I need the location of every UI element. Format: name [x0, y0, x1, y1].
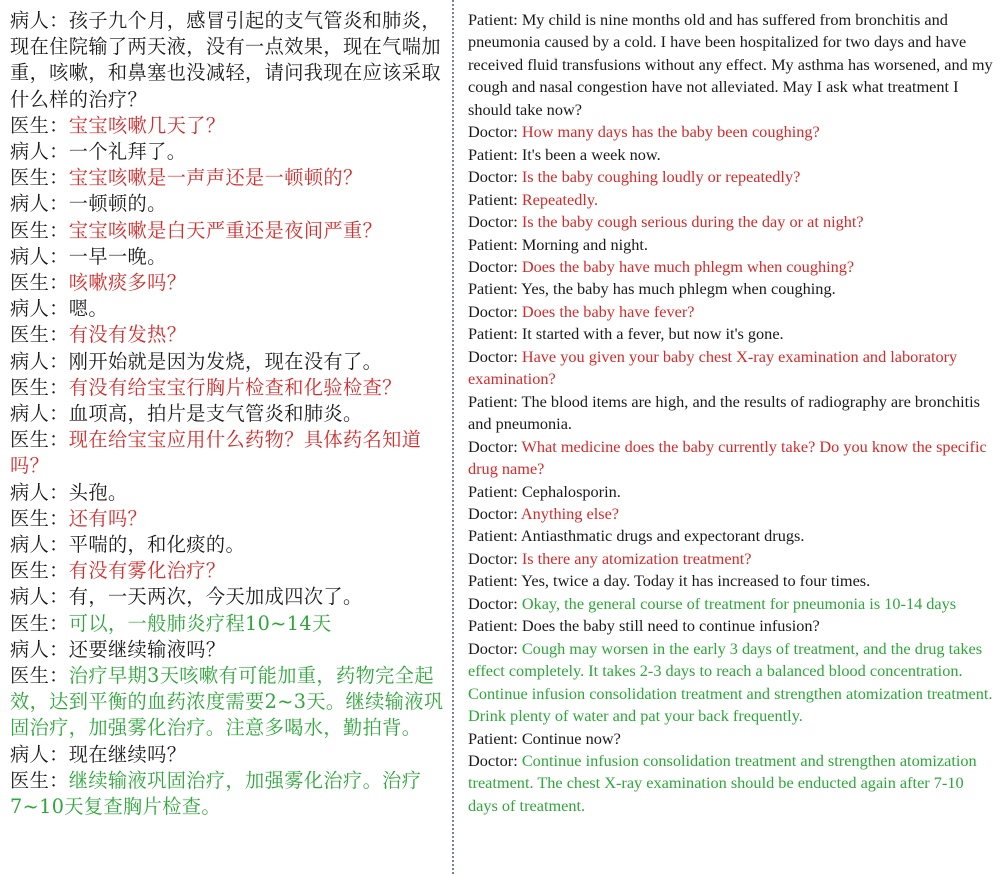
- utterance-text: How many days has the baby been coughing?: [521, 122, 820, 142]
- speaker-label: Doctor:: [468, 346, 522, 366]
- speaker-label: Patient:: [468, 526, 521, 546]
- en-turn: [468, 189, 994, 211]
- zh-turn: [10, 427, 444, 479]
- zh-turn: [10, 480, 444, 506]
- utterance-text: Yes, the baby has much phlegm when coughing.: [521, 279, 836, 299]
- utterance-text: 有没有发热？: [68, 323, 187, 347]
- en-turn: [468, 728, 994, 750]
- speaker-label: 医生：: [10, 768, 69, 792]
- en-turn: [468, 256, 994, 278]
- utterance-text: Cephalosporin.: [521, 481, 621, 501]
- speaker-label: Patient:: [468, 189, 522, 209]
- en-turn: [468, 503, 994, 525]
- speaker-label: 病人：: [10, 192, 69, 216]
- en-turn: [468, 234, 994, 256]
- utterance-text: 有，一天两次，今天加成四次了。: [68, 585, 363, 609]
- speaker-label: Doctor:: [468, 503, 521, 523]
- speaker-label: Doctor:: [468, 256, 522, 276]
- utterance-text: Is the baby coughing loudly or repeatedly?: [521, 167, 801, 187]
- zh-turn: [10, 663, 444, 742]
- speaker-label: Doctor:: [468, 750, 522, 770]
- utterance-text: 头孢。: [68, 480, 128, 504]
- speaker-label: Patient:: [468, 616, 522, 636]
- en-turn: [468, 166, 994, 188]
- zh-turn: [10, 558, 444, 584]
- utterance-text: My child is nine months old and has suffered from bronchitis and pneumonia caused by a cold. I have been hospitalized for two days and have received fluid transfusions without any effect. My asthma has worsened, and my cough and nasal congestion have not alleviated. May I ask what treatment I should take now?: [468, 10, 993, 119]
- utterance-text: 血项高，拍片是支气管炎和肺炎。: [68, 402, 363, 426]
- en-turn: [468, 301, 994, 323]
- utterance-text: Is the baby cough serious during the day or at night?: [521, 212, 864, 232]
- zh-turn: [10, 611, 444, 637]
- speaker-label: Patient:: [468, 481, 522, 501]
- en-turn: [468, 278, 994, 300]
- en-turn: [468, 323, 994, 345]
- en-turn: [468, 391, 994, 436]
- utterance-text: Anything else?: [520, 503, 620, 523]
- utterance-text: 宝宝咳嗽是白天严重还是夜间严重？: [68, 218, 383, 242]
- utterance-text: Continue infusion consolidation treatment and strengthen atomization treatment. The chest X-ray examination should be enducted again after 7-10 days of treatment.: [468, 750, 977, 815]
- speaker-label: Patient:: [468, 324, 522, 344]
- speaker-label: Patient:: [468, 10, 522, 29]
- speaker-label: 病人：: [10, 585, 69, 609]
- speaker-label: 医生：: [10, 113, 69, 137]
- speaker-label: Doctor:: [468, 593, 522, 613]
- utterance-text: 宝宝咳嗽几天了？: [68, 113, 226, 137]
- utterance-text: Is there any atomization treatment?: [521, 548, 752, 568]
- speaker-label: 医生：: [10, 323, 69, 347]
- utterance-text: Yes, twice a day. Today it has increased to four times.: [521, 571, 871, 591]
- zh-turn: [10, 113, 444, 139]
- speaker-label: Doctor:: [468, 122, 522, 142]
- speaker-label: 病人：: [10, 244, 69, 268]
- speaker-label: 病人：: [10, 349, 69, 373]
- en-turn: [468, 436, 994, 481]
- zh-turn: [10, 637, 444, 663]
- speaker-label: 医生：: [10, 506, 69, 530]
- zh-turn: [10, 8, 444, 113]
- en-turn: [468, 525, 994, 547]
- zh-turn: [10, 375, 444, 401]
- utterance-text: 宝宝咳嗽是一声声还是一顿顿的？: [68, 166, 363, 190]
- utterance-text: 咳嗽痰多吗？: [68, 271, 187, 295]
- speaker-label: Patient:: [468, 728, 522, 748]
- utterance-text: 治疗早期3天咳嗽有可能加重，药物完全起效，达到平衡的血药浓度需要2~3天。继续输液巩固治疗，加强雾化治疗。注意多喝水，勤拍背。: [10, 664, 444, 740]
- speaker-label: 医生：: [10, 166, 69, 190]
- speaker-label: 医生：: [10, 271, 69, 295]
- en-turn: [468, 144, 994, 166]
- chinese-dialogue-column: [10, 8, 444, 874]
- speaker-label: Patient:: [468, 279, 522, 299]
- speaker-label: 病人：: [10, 637, 69, 661]
- en-turn: [468, 638, 994, 728]
- en-turn: [468, 121, 994, 143]
- utterance-text: 现在给宝宝应用什么药物？具体药名知道吗？: [10, 428, 422, 478]
- utterance-text: Have you given your baby chest X-ray examination and laboratory examination?: [468, 346, 958, 389]
- utterance-text: 现在继续吗？: [68, 742, 187, 766]
- utterance-text: 刚开始就是因为发烧，现在没有了。: [68, 349, 383, 373]
- speaker-label: 病人：: [10, 533, 69, 557]
- utterance-text: 平喘的，和化痰的。: [68, 533, 246, 557]
- zh-turn: [10, 139, 444, 165]
- utterance-text: 有没有雾化治疗？: [68, 559, 226, 583]
- zh-turn: [10, 270, 444, 296]
- speaker-label: Doctor:: [468, 167, 522, 187]
- zh-turn: [10, 506, 444, 532]
- utterance-text: Repeatedly.: [521, 189, 599, 209]
- en-turn: [468, 750, 994, 817]
- speaker-label: 医生：: [10, 218, 69, 242]
- utterance-text: 还要继续输液吗？: [68, 637, 226, 661]
- en-turn: [468, 211, 994, 233]
- en-turn: [468, 9, 994, 121]
- utterance-text: What medicine does the baby currently take? Do you know the specific drug name?: [468, 436, 987, 479]
- en-turn: [468, 548, 994, 570]
- column-divider: [452, 0, 454, 874]
- utterance-text: 嗯。: [68, 297, 108, 321]
- speaker-label: 病人：: [10, 9, 69, 32]
- utterance-text: 一早一晚。: [68, 244, 167, 268]
- speaker-label: 病人：: [10, 742, 69, 766]
- utterance-text: 可以，一般肺炎疗程10~14天: [68, 611, 332, 635]
- zh-turn: [10, 296, 444, 322]
- en-turn: [468, 481, 994, 503]
- speaker-label: 医生：: [10, 559, 69, 583]
- zh-turn: [10, 584, 444, 610]
- zh-turn: [10, 401, 444, 427]
- utterance-text: The blood items are high, and the results of radiography are bronchitis and pneumonia.: [468, 391, 980, 434]
- speaker-label: Patient:: [468, 571, 522, 591]
- utterance-text: 继续输液巩固治疗，加强雾化治疗。治疗7~10天复查胸片检查。: [10, 768, 422, 819]
- zh-turn: [10, 191, 444, 217]
- utterance-text: 一个礼拜了。: [68, 140, 187, 164]
- utterance-text: Does the baby have fever?: [521, 301, 695, 321]
- en-turn: [468, 615, 994, 637]
- zh-turn: [10, 768, 444, 820]
- utterance-text: 孩子九个月，感冒引起的支气管炎和肺炎，现在住院输了两天液，没有一点效果，现在气喘加重，咳嗽，和鼻塞也没减轻，请问我现在应该采取什么样的治疗？: [10, 9, 441, 111]
- utterance-text: Okay, the general course of treatment for pneumonia is 10-14 days: [521, 593, 957, 613]
- en-turn: [468, 346, 994, 391]
- speaker-label: 病人：: [10, 402, 69, 426]
- utterance-text: Does the baby still need to continue infusion?: [521, 616, 820, 636]
- speaker-label: Doctor:: [468, 212, 522, 232]
- speaker-label: 医生：: [10, 375, 69, 399]
- zh-turn: [10, 218, 444, 244]
- zh-turn: [10, 244, 444, 270]
- speaker-label: Patient:: [468, 234, 522, 254]
- speaker-label: 医生：: [10, 664, 69, 688]
- zh-turn: [10, 742, 444, 768]
- speaker-label: 病人：: [10, 297, 69, 321]
- en-turn: [468, 593, 994, 615]
- speaker-label: 病人：: [10, 140, 69, 164]
- english-dialogue-column: [468, 9, 994, 874]
- utterance-text: It's been a week now.: [521, 144, 661, 164]
- utterance-text: Does the baby have much phlegm when coughing?: [521, 256, 855, 276]
- utterance-text: 一顿顿的。: [68, 192, 167, 216]
- en-turn: [468, 570, 994, 592]
- speaker-label: Doctor:: [468, 548, 522, 568]
- utterance-text: 还有吗？: [68, 506, 148, 530]
- zh-turn: [10, 165, 444, 191]
- speaker-label: Patient:: [468, 144, 522, 164]
- speaker-label: Doctor:: [468, 638, 522, 658]
- utterance-text: Antiasthmatic drugs and expectorant drugs.: [520, 526, 805, 546]
- utterance-text: Cough may worsen in the early 3 days of treatment, and the drug takes effect completely. It takes 2-3 days to reach a balanced blood concentration. Continue infusion consolidation treatment and strengthen atomization treatment. Drink plenty of water and pat your back frequently.: [468, 638, 993, 726]
- speaker-label: Doctor:: [468, 436, 522, 456]
- utterance-text: It started with a fever, but now it's gone.: [521, 324, 784, 344]
- speaker-label: Patient:: [468, 391, 522, 411]
- utterance-text: 有没有给宝宝行胸片检查和化验检查？: [68, 375, 402, 399]
- utterance-text: Continue now?: [521, 728, 621, 748]
- speaker-label: 医生：: [10, 611, 69, 635]
- utterance-text: Morning and night.: [521, 234, 648, 254]
- zh-turn: [10, 349, 444, 375]
- zh-turn: [10, 322, 444, 348]
- zh-turn: [10, 532, 444, 558]
- speaker-label: 病人：: [10, 480, 69, 504]
- speaker-label: 医生：: [10, 428, 69, 452]
- speaker-label: Doctor:: [468, 301, 522, 321]
